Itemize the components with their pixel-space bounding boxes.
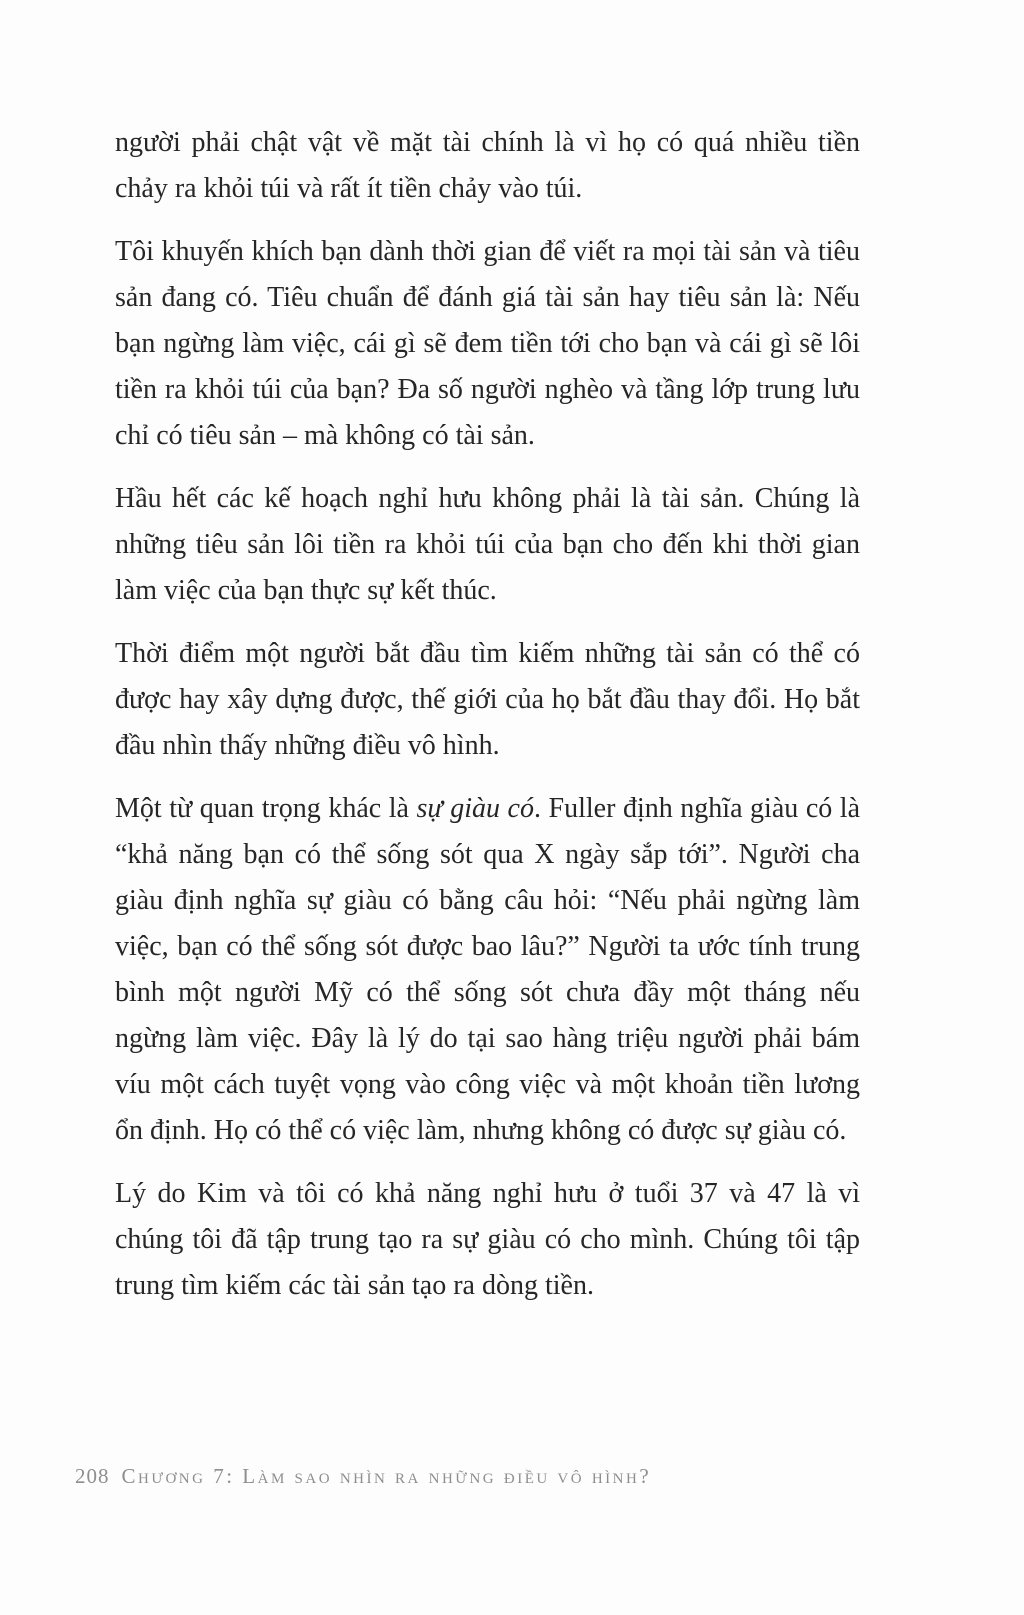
paragraph-text: Lý do Kim và tôi có khả năng nghỉ hưu ở tuổi 37 và 47 là vì chúng tôi đã tập trung tạo ra sự giàu có cho mình. Chúng tôi tập trung tìm kiếm các tài sản tạo ra dòng tiền. (115, 1178, 860, 1301)
emphasized-term: sự giàu có (416, 793, 534, 824)
page-footer (75, 1463, 935, 1489)
paragraph-text: Hầu hết các kế hoạch nghỉ hưu không phải là tài sản. Chúng là những tiêu sản lôi tiền ra khỏi túi của bạn cho đến khi thời gian làm việc của bạn thực sự kết thúc. (115, 483, 860, 606)
paragraph-text: Một từ quan trọng khác là (115, 793, 417, 824)
paragraph-1 (115, 120, 860, 212)
paragraph-text: . Fuller định nghĩa giàu có là “khả năng bạn có thể sống sót qua X ngày sắp tới”. Người cha giàu định nghĩa sự giàu có bằng câu hỏi: “Nếu phải ngừng làm việc, bạn có thể sống sót được bao lâu?” Người ta ước tính trung bình một người Mỹ có thể sống sót chưa đầy một tháng nếu ngừng làm việc. Đây là lý do tại sao hàng triệu người phải bám víu một cách tuyệt vọng vào công việc và một khoản tiền lương ổn định. Họ có thể có việc làm, nhưng không có được sự giàu có. (115, 793, 860, 1146)
paragraph-6 (115, 1171, 860, 1309)
paragraph-5 (115, 786, 860, 1154)
page-body (115, 120, 860, 1309)
paragraph-3 (115, 476, 860, 614)
paragraph-text: người phải chật vật về mặt tài chính là vì họ có quá nhiều tiền chảy ra khỏi túi và rất ít tiền chảy vào túi. (115, 127, 860, 204)
page-number: 208 (75, 1464, 110, 1488)
paragraph-text: Thời điểm một người bắt đầu tìm kiếm những tài sản có thể có được hay xây dựng được, thế giới của họ bắt đầu thay đổi. Họ bắt đầu nhìn thấy những điều vô hình. (115, 638, 860, 761)
paragraph-text: Tôi khuyến khích bạn dành thời gian để viết ra mọi tài sản và tiêu sản đang có. Tiêu chuẩn để đánh giá tài sản hay tiêu sản là: Nếu bạn ngừng làm việc, cái gì sẽ đem tiền tới cho bạn và cái gì sẽ lôi tiền ra khỏi túi của bạn? Đa số người nghèo và tầng lớp trung lưu chỉ có tiêu sản – mà không có tài sản. (115, 236, 860, 451)
paragraph-4 (115, 631, 860, 769)
paragraph-2 (115, 229, 860, 459)
chapter-title: Chương 7: Làm sao nhìn ra những điều vô hình? (121, 1464, 652, 1488)
